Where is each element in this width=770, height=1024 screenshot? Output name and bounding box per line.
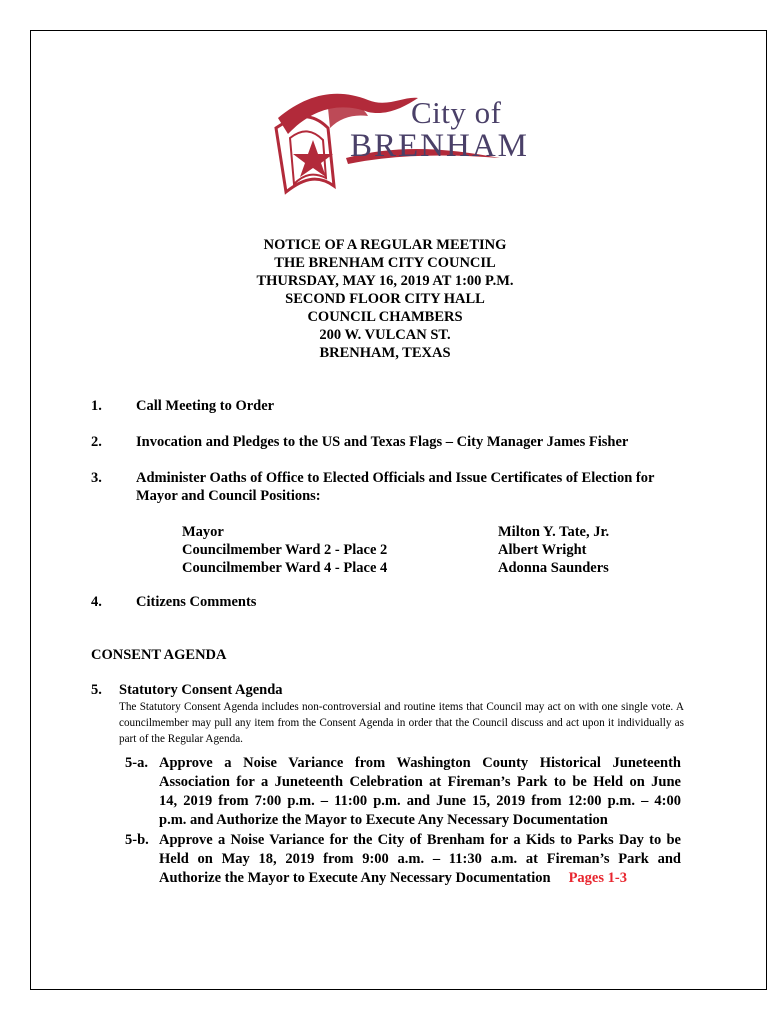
- sub-item-line: p.m. and Authorize the Mayor to Execute Any Necessary Documentation: [159, 812, 608, 828]
- sub-item-line-with-pages: [159, 869, 681, 888]
- item-text-line: Mayor and Council Positions:: [136, 488, 321, 504]
- heading-line: BRENHAM, TEXAS: [319, 345, 451, 361]
- pages-reference[interactable]: Pages 1-3: [568, 870, 627, 886]
- consent-agenda-heading: CONSENT AGENDA: [91, 647, 227, 663]
- item-number: 1.: [91, 398, 102, 414]
- official-name: Adonna Saunders: [498, 560, 609, 576]
- officials-list: [498, 523, 609, 577]
- office-title: Councilmember Ward 2 - Place 2: [182, 542, 388, 558]
- sub-item-line: Held on May 18, 2019 from 9:00 a.m. – 11:30 a.m. at Fireman’s Park and: [159, 851, 681, 867]
- statutory-consent-title: [91, 682, 283, 699]
- item-text: Statutory Consent Agenda: [119, 682, 283, 698]
- heading-line: THURSDAY, MAY 16, 2019 AT 1:00 P.M.: [256, 273, 514, 289]
- sub-item-label: 5-a.: [125, 755, 148, 771]
- item-text-line: Administer Oaths of Office to Elected Officials and Issue Certificates of Election for: [136, 470, 655, 486]
- item-text: Citizens Comments: [136, 594, 257, 610]
- heading-line: 200 W. VULCAN ST.: [319, 327, 451, 343]
- statutory-consent-description: The Statutory Consent Agenda includes non-controversial and routine items that Council may act on with one single vote. A councilmember may pull any item from the Consent Agenda in order that the Council discuss and act upon it individually as part of the Regular Agenda.: [119, 701, 684, 745]
- official-name: Milton Y. Tate, Jr.: [498, 524, 610, 540]
- office-title: Councilmember Ward 4 - Place 4: [182, 560, 388, 576]
- sub-item-line: 14, 2019 from 7:00 p.m. – 11:00 p.m. and June 15, 2019 from 12:00 p.m. – 4:00: [159, 793, 681, 809]
- sub-item-line: Approve a Noise Variance from Washington County Historical Juneteenth: [159, 755, 681, 771]
- sub-item-line: Authorize the Mayor to Execute Any Necessary Documentation: [159, 870, 551, 886]
- heading-line: THE BRENHAM CITY COUNCIL: [274, 255, 496, 271]
- star-icon: [293, 140, 333, 177]
- item-text: Invocation and Pledges to the US and Texas Flags – City Manager James Fisher: [136, 434, 629, 450]
- heading-line: NOTICE OF A REGULAR MEETING: [263, 237, 507, 253]
- logo-brenham-text: BRENHAM: [350, 128, 530, 164]
- item-number: 4.: [91, 594, 102, 610]
- sub-item-label: 5-b.: [125, 832, 149, 848]
- logo-city-text: City of: [411, 95, 502, 130]
- official-name: Albert Wright: [498, 542, 587, 558]
- item-number: 3.: [91, 470, 102, 486]
- sub-item-body: [159, 831, 681, 888]
- item-number: 5.: [91, 682, 102, 698]
- sub-item-line: Approve a Noise Variance for the City of Brenham for a Kids to Parks Day to be: [159, 832, 681, 848]
- sub-item-line: Association for a Juneteenth Celebration at Fireman’s Park to be Held on June: [159, 774, 681, 790]
- office-list: [182, 523, 387, 577]
- item-number: 2.: [91, 434, 102, 450]
- heading-line: COUNCIL CHAMBERS: [307, 309, 463, 325]
- meeting-notice-heading: [180, 236, 590, 362]
- item-text: Call Meeting to Order: [136, 398, 275, 414]
- heading-line: SECOND FLOOR CITY HALL: [285, 291, 485, 307]
- office-title: Mayor: [182, 524, 224, 540]
- sub-item-body: [159, 754, 681, 830]
